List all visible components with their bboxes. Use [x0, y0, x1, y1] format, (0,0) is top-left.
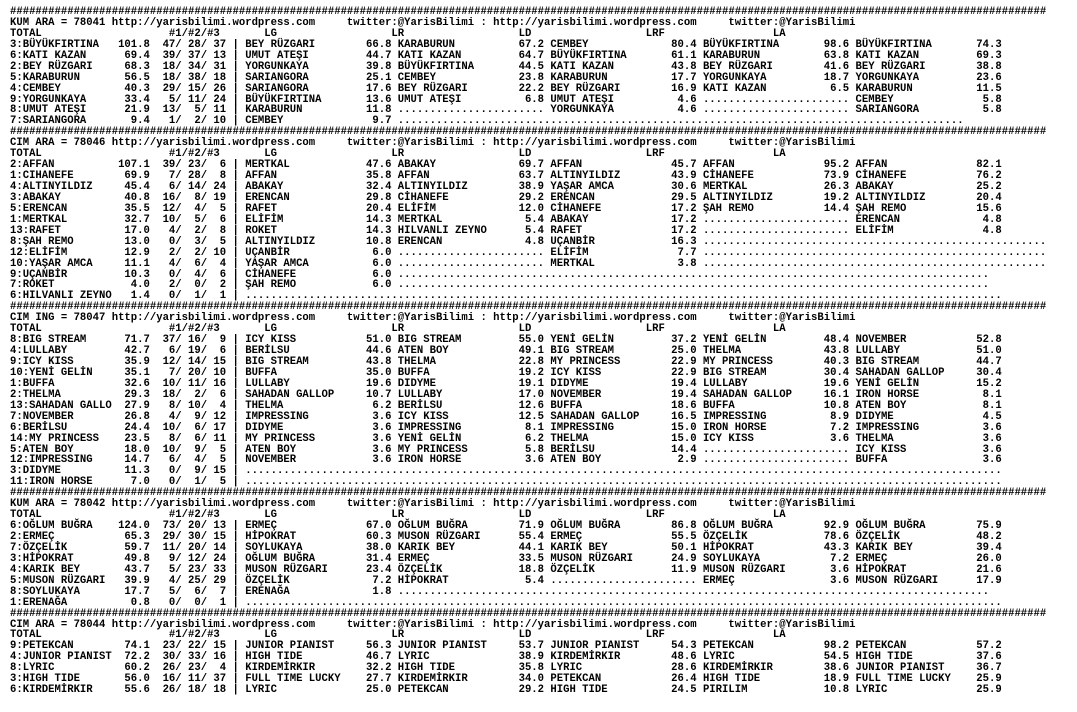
table-row: 10:YAŞAR AMCA 11.1 4/ 6/ 4 | YAŞAR AMCA 6.0 ....................... MERTKAL 3.8 ...................................................... [10, 257, 1047, 270]
separator-line: ################################################################################################################################################################### [10, 6, 1047, 18]
table-row: 1:ERENAĞA 0.8 0/ 0/ 1 | ....................................................................................................................... [10, 596, 1002, 609]
table-row: 5:MUSON RÜZGARI 39.9 4/ 25/ 29 | ÖZÇELİK 7.2 HİPOKRAT 5.4 ....................... ERMEÇ 3.6 MUSON RÜZGARI 17.9 [10, 574, 1002, 587]
race-header: CIM ARA = 78044 http://yarisbilimi.wordpress.com twitter:@YarisBilimi : http://yarisbilimi.wordpress.com twitter:@YarisBilimi [10, 618, 856, 631]
table-row: 3:HİPOKRAT 49.8 9/ 12/ 24 | OĞLUM BUĞRA 31.4 ERMEÇ 33.5 MUSON RÜZGARI 24.9 SOYLUKAYA 7.2 ERMEÇ 26.0 [10, 552, 1002, 565]
table-row: 12:IMPRESSING 14.7 6/ 4/ 5 | NOVEMBER 3.6 IRON HORSE 3.6 ATEN BOY 2.9 ....................... BUFFA 3.6 [10, 454, 1002, 467]
separator-line: ################################################################################################################################################################### [10, 607, 1047, 620]
column-header: TOTAL #1/#2/#3 LG LR LD LRF LA [10, 27, 786, 40]
table-row: 3:HIGH TIDE 56.0 16/ 11/ 37 | FULL TIME LUCKY 27.7 KIRDEMİRKIR 34.0 PETEKCAN 26.4 HIGH TIDE 18.9 FULL TIME LUCKY 25.9 [10, 673, 1002, 686]
table-row: 2:ERMEÇ 65.3 29/ 30/ 15 | HİPOKRAT 60.3 MUSON RÜZGARI 55.4 ERMEÇ 55.5 ÖZÇELİK 78.6 ÖZÇELİK 48.2 [10, 531, 1002, 543]
table-row: 13:SAHADAN GALLO 27.9 8/ 10/ 4 | THELMA 6.2 BERİLSU 12.6 BUFFA 18.6 BUFFA 10.8 ATEN BOY 8.1 [10, 399, 1002, 412]
table-row: 8:UMUT ATEŞI 21.9 13/ 5/ 11 | KARABURUN 11.8 ....................... YORGUNKAYA 4.6 ....................... SARIANGORA 5.8 [10, 104, 1002, 117]
table-row: 8:ŞAH REMO 13.0 0/ 3/ 5 | ALTINYILDIZ 10.8 ERENCAN 4.8 UÇANBİR 16.3 ...................................................... [10, 235, 1047, 248]
table-row: 12:ELİFİM 12.9 2/ 2/ 10 | UÇANBİR 6.0 ....................... ELİFİM 7.7 ...................................................... [10, 246, 1047, 259]
column-header: TOTAL #1/#2/#3 LG LR LD LRF LA [10, 509, 786, 522]
table-row: 5:ERENCAN 35.5 12/ 4/ 5 | RAFET 20.4 ELİFİM 12.0 CİHANEFE 17.2 ŞAH REMO 14.4 ŞAH REMO 15.6 [10, 202, 1002, 215]
table-row: 5:KARABURUN 56.5 18/ 38/ 18 | SARIANGORA 25.1 CEMBEY 23.8 KARABURUN 17.7 YORGUNKAYA 18.7 YORGUNKAYA 23.6 [10, 71, 1002, 84]
table-row: 8:LYRIC 60.2 26/ 23/ 4 | KIRDEMİRKIR 32.2 HIGH TIDE 35.8 LYRIC 28.6 KIRDEMİRKIR 38.6 JUNIOR PIANIST 36.7 [10, 662, 1002, 675]
separator-line: ################################################################################################################################################################### [10, 301, 1047, 314]
table-row: 2:BEY RÜZGARI 68.3 18/ 34/ 31 | YORGUNKAYA 39.8 BÜYÜKFIRTINA 44.5 KATI KAZAN 43.8 BEY RÜZGARI 41.6 BEY RÜZGARI 38.8 [10, 60, 1002, 73]
table-row: 3:BÜYÜKFIRTINA 101.8 47/ 28/ 37 | BEY RÜZGARI 66.8 KARABURUN 67.2 CEMBEY 80.4 BÜYÜKFIRTINA 98.6 BÜYÜKFIRTINA 74.3 [10, 38, 1002, 51]
table-row: 3:ABAKAY 40.8 16/ 8/ 19 | ERENCAN 29.8 CİHANEFE 29.2 ERENCAN 29.5 ALTINYILDIZ 19.2 ALTINYILDIZ 20.4 [10, 191, 1002, 204]
table-row: 9:UÇANBİR 10.3 0/ 4/ 6 | CİHANEFE 6.0 ............................................................................................. [10, 268, 990, 281]
table-row: 6:KIRDEMİRKIR 55.6 26/ 18/ 18 | LYRIC 25.0 PETEKCAN 29.2 HIGH TIDE 24.5 PIRILIM 10.8 LYRIC 25.9 [10, 684, 1002, 697]
race-stats-sheet [10, 7, 1046, 696]
column-header: TOTAL #1/#2/#3 LG LR LD LRF LA [10, 629, 786, 642]
table-row: 7:ROKET 4.0 2/ 0/ 2 | ŞAH REMO 6.0 ............................................................................................. [10, 279, 990, 292]
table-row: 14:MY PRINCESS 23.5 8/ 6/ 11 | MY PRINCESS 3.6 YENİ GELİN 6.2 THELMA 15.0 ICY KISS 3.6 THELMA 3.6 [10, 432, 1002, 445]
table-row: 13:RAFET 17.0 4/ 2/ 8 | ROKET 14.3 HILVANLI ZEYNO 5.4 RAFET 17.2 ....................... ELİFİM 4.8 [10, 224, 1002, 237]
table-row: 4:CEMBEY 40.3 29/ 15/ 26 | SARIANGORA 17.6 BEY RÜZGARI 22.2 BEY RÜZGARI 16.9 KATI KAZAN 6.5 KARABURUN 11.5 [10, 82, 1002, 95]
table-row: 1:CIHANEFE 69.9 7/ 28/ 8 | AFFAN 35.8 AFFAN 63.7 ALTINYILDIZ 43.9 CİHANEFE 73.9 CİHANEFE 76.2 [10, 170, 1002, 183]
race-header: CIM ING = 78047 http://yarisbilimi.wordpress.com twitter:@YarisBilimi : http://yarisbilimi.wordpress.com twitter:@YarisBilimi [10, 312, 856, 325]
table-row: 7:ÖZÇELİK 59.7 11/ 20/ 14 | SOYLUKAYA 38.0 KARIK BEY 44.1 KARIK BEY 50.1 HİPOKRAT 43.3 KARIK BEY 39.4 [10, 541, 1002, 554]
table-row: 5:ATEN BOY 18.0 10/ 9/ 5 | ATEN BOY 3.6 MY PRINCESS 5.8 BERİLSU 14.4 ....................... ICY KISS 3.6 [10, 443, 1002, 456]
table-row: 4:ALTINYILDIZ 45.4 6/ 14/ 24 | ABAKAY 32.4 ALTINYILDIZ 38.9 YAŞAR AMCA 30.6 MERTKAL 26.3 ABAKAY 25.2 [10, 181, 1002, 193]
table-row: 6:BERİLSU 24.4 10/ 6/ 17 | DIDYME 3.6 IMPRESSING 8.1 IMPRESSING 15.0 IRON HORSE 7.2 IMPRESSING 3.6 [10, 421, 1002, 434]
table-row: 10:YENİ GELİN 35.1 7/ 20/ 10 | BUFFA 35.0 BUFFA 19.2 ICY KISS 22.9 BIG STREAM 30.4 SAHADAN GALLOP 30.4 [10, 366, 1002, 379]
race-header: KUM ARA = 78042 http://yarisbilimi.wordpress.com twitter:@YarisBilimi : http://yarisbilimi.wordpress.com twitter:@YarisBilimi [10, 498, 856, 511]
table-row: 9:YORGUNKAYA 33.4 5/ 11/ 24 | BÜYÜKFIRTINA 13.6 UMUT ATEŞI 6.8 UMUT ATEŞI 4.6 ....................... CEMBEY 5.8 [10, 93, 1002, 106]
race-header: KUM ARA = 78041 http://yarisbilimi.wordpress.com twitter:@YarisBilimi : http://yarisbilimi.wordpress.com twitter:@YarisBilimi [10, 16, 856, 29]
separator-line: ################################################################################################################################################################### [10, 487, 1047, 500]
column-header: TOTAL #1/#2/#3 LG LR LD LRF LA [10, 148, 786, 161]
table-row: 4:LULLABY 42.7 6/ 19/ 6 | BERİLSU 44.6 ATEN BOY 49.1 BIG STREAM 25.0 THELMA 43.8 LULLABY 51.0 [10, 345, 1002, 358]
table-row: 7:NOVEMBER 26.8 4/ 9/ 12 | IMPRESSING 3.6 ICY KISS 12.5 SAHADAN GALLOP 16.5 IMPRESSING 8.9 DIDYME 4.5 [10, 410, 1002, 423]
table-row: 2:THELMA 29.3 18/ 2/ 6 | SAHADAN GALLOP 10.7 LULLABY 17.0 NOVEMBER 19.4 SAHADAN GALLOP 16.1 IRON HORSE 8.1 [10, 388, 1002, 401]
table-row: 8:BIG STREAM 71.7 37/ 16/ 9 | ICY KISS 51.0 BIG STREAM 55.0 YENİ GELİN 37.2 YENİ GELİN 48.4 NOVEMBER 52.8 [10, 334, 1002, 347]
separator-line: ################################################################################################################################################################### [10, 126, 1047, 139]
table-row: 6:KATI KAZAN 69.4 39/ 37/ 13 | UMUT ATEŞI 44.7 KATI KAZAN 64.7 BÜYÜKFIRTINA 61.1 KARABURUN 63.8 KATI KAZAN 69.3 [10, 49, 1002, 62]
table-row: 4:KARIK BEY 43.7 5/ 23/ 33 | MUSON RÜZGARI 23.4 ÖZÇELİK 18.8 ÖZÇELİK 11.9 MUSON RÜZGARI 3.6 HİPOKRAT 21.6 [10, 563, 1002, 576]
race-header: CIM ARA = 78046 http://yarisbilimi.wordpress.com twitter:@YarisBilimi : http://yarisbilimi.wordpress.com twitter:@YarisBilimi [10, 137, 856, 150]
table-row: 8:SOYLUKAYA 17.7 5/ 6/ 7 | ERENAĞA 1.8 ............................................................................................. [10, 585, 990, 598]
table-row: 9:ICY KISS 35.9 12/ 14/ 15 | BIG STREAM 43.8 THELMA 22.8 MY PRINCESS 22.9 MY PRINCESS 40.3 BIG STREAM 44.7 [10, 356, 1002, 368]
table-row: 9:PETEKCAN 74.1 23/ 22/ 15 | JUNIOR PIANIST 56.3 JUNIOR PIANIST 53.7 JUNIOR PIANIST 54.3 PETEKCAN 98.2 PETEKCAN 57.2 [10, 640, 1002, 653]
table-row: 11:IRON HORSE 7.0 0/ 1/ 5 | ....................................................................................................................... [10, 476, 1002, 489]
table-row: 3:DIDYME 11.3 0/ 9/ 15 | ....................................................................................................................... [10, 465, 1002, 478]
table-row: 4:JUNIOR PIANIST 72.2 30/ 33/ 16 | HIGH TIDE 46.7 LYRIC 38.9 KIRDEMİRKIR 48.6 LYRIC 54.5 HIGH TIDE 37.6 [10, 651, 1002, 664]
table-row: 6:OĞLUM BUĞRA 124.0 73/ 20/ 13 | ERMEÇ 67.0 OĞLUM BUĞRA 71.9 OĞLUM BUĞRA 86.8 OĞLUM BUĞRA 92.9 OĞLUM BUĞRA 75.9 [10, 520, 1002, 533]
table-row: 7:SARIANGORA 9.4 1/ 2/ 10 | CEMBEY 9.7 ......................................................................................... [10, 115, 964, 128]
table-row: 6:HILVANLI ZEYNO 1.4 0/ 1/ 1 | ....................................................................................................................... [10, 290, 1002, 303]
column-header: TOTAL #1/#2/#3 LG LR LD LRF LA [10, 323, 786, 336]
table-row: 2:AFFAN 107.1 39/ 23/ 6 | MERTKAL 47.6 ABAKAY 69.7 AFFAN 45.7 AFFAN 95.2 AFFAN 82.1 [10, 159, 1002, 172]
table-row: 1:BUFFA 32.6 10/ 11/ 16 | LULLABY 19.6 DIDYME 19.1 DIDYME 19.4 LULLABY 19.6 YENİ GELİN 15.2 [10, 377, 1002, 390]
table-row: 1:MERTKAL 32.7 10/ 5/ 6 | ELİFİM 14.3 MERTKAL 5.4 ABAKAY 17.2 ....................... ERENCAN 4.8 [10, 213, 1002, 226]
